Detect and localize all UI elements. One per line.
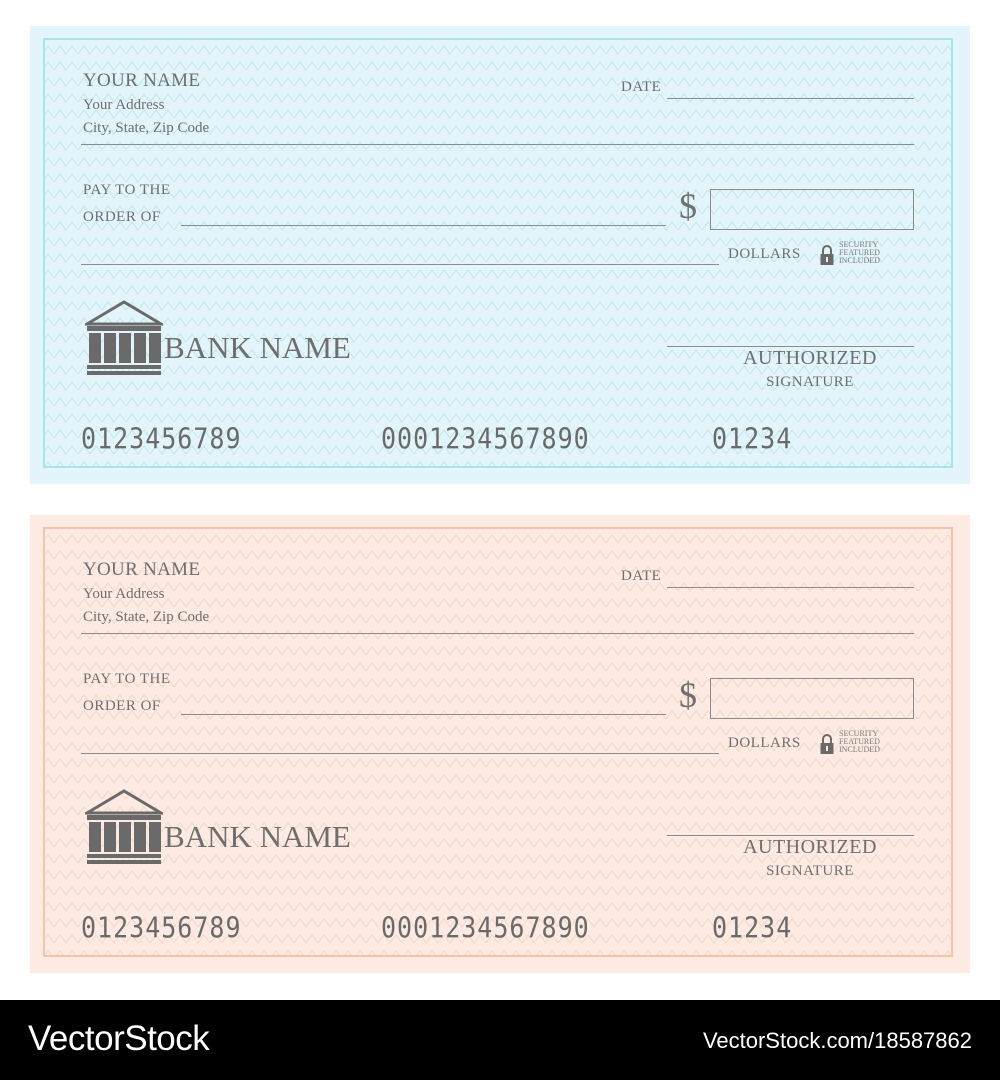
security-line-1: SECURITY xyxy=(839,240,879,249)
header-divider xyxy=(81,633,914,634)
date-label: DATE xyxy=(621,79,662,95)
bank-name: BANK NAME xyxy=(164,330,351,365)
check-border xyxy=(43,527,953,957)
check-peach xyxy=(30,515,970,973)
security-features-note xyxy=(839,730,880,754)
account-holder-city: City, State, Zip Code xyxy=(83,120,210,136)
dollars-label: DOLLARS xyxy=(728,246,801,262)
bank-name: BANK NAME xyxy=(164,819,351,854)
check-border xyxy=(43,38,953,468)
date-label: DATE xyxy=(621,568,662,584)
amount-field[interactable] xyxy=(710,678,914,719)
amount-words-field[interactable] xyxy=(81,753,719,754)
date-field[interactable] xyxy=(667,587,914,588)
order-of-label: ORDER OF xyxy=(83,209,161,225)
pay-to-label: PAY TO THE xyxy=(83,671,171,687)
check-number: 01234 xyxy=(712,422,793,456)
dollar-sign: $ xyxy=(679,186,697,226)
payee-field[interactable] xyxy=(181,714,666,715)
watermark-footer xyxy=(0,1000,1000,1080)
security-line-2: FEATURED xyxy=(839,737,880,746)
bank-building-icon xyxy=(85,300,163,378)
routing-number: 0123456789 xyxy=(81,911,242,945)
authorized-label: AUTHORIZED xyxy=(743,836,877,858)
account-holder-name: YOUR NAME xyxy=(83,559,201,580)
security-line-3: INCLUDED xyxy=(839,745,880,754)
account-holder-name: YOUR NAME xyxy=(83,70,201,91)
authorized-label: AUTHORIZED xyxy=(743,347,877,369)
brand-logo: VectorStock xyxy=(28,1019,210,1058)
account-holder-city: City, State, Zip Code xyxy=(83,609,210,625)
security-line-1: SECURITY xyxy=(839,729,879,738)
header-divider xyxy=(81,144,914,145)
bank-building-icon xyxy=(85,789,163,867)
check-number: 01234 xyxy=(712,911,793,945)
pay-to-label: PAY TO THE xyxy=(83,182,171,198)
lock-icon xyxy=(819,243,835,267)
payee-field[interactable] xyxy=(181,225,666,226)
account-holder-address: Your Address xyxy=(83,97,165,113)
lock-icon xyxy=(819,732,835,756)
dollar-sign: $ xyxy=(679,675,697,715)
order-of-label: ORDER OF xyxy=(83,698,161,714)
signature-label: SIGNATURE xyxy=(766,374,854,390)
account-number: 0001234567890 xyxy=(381,911,590,945)
date-field[interactable] xyxy=(667,98,914,99)
security-line-3: INCLUDED xyxy=(839,256,880,265)
amount-field[interactable] xyxy=(710,189,914,230)
account-number: 0001234567890 xyxy=(381,422,590,456)
dollars-label: DOLLARS xyxy=(728,735,801,751)
security-features-note xyxy=(839,241,880,265)
check-blue xyxy=(30,26,970,484)
security-line-2: FEATURED xyxy=(839,248,880,257)
image-url: VectorStock.com/18587862 xyxy=(702,1028,972,1053)
signature-label: SIGNATURE xyxy=(766,863,854,879)
routing-number: 0123456789 xyxy=(81,422,242,456)
account-holder-address: Your Address xyxy=(83,586,165,602)
amount-words-field[interactable] xyxy=(81,264,719,265)
